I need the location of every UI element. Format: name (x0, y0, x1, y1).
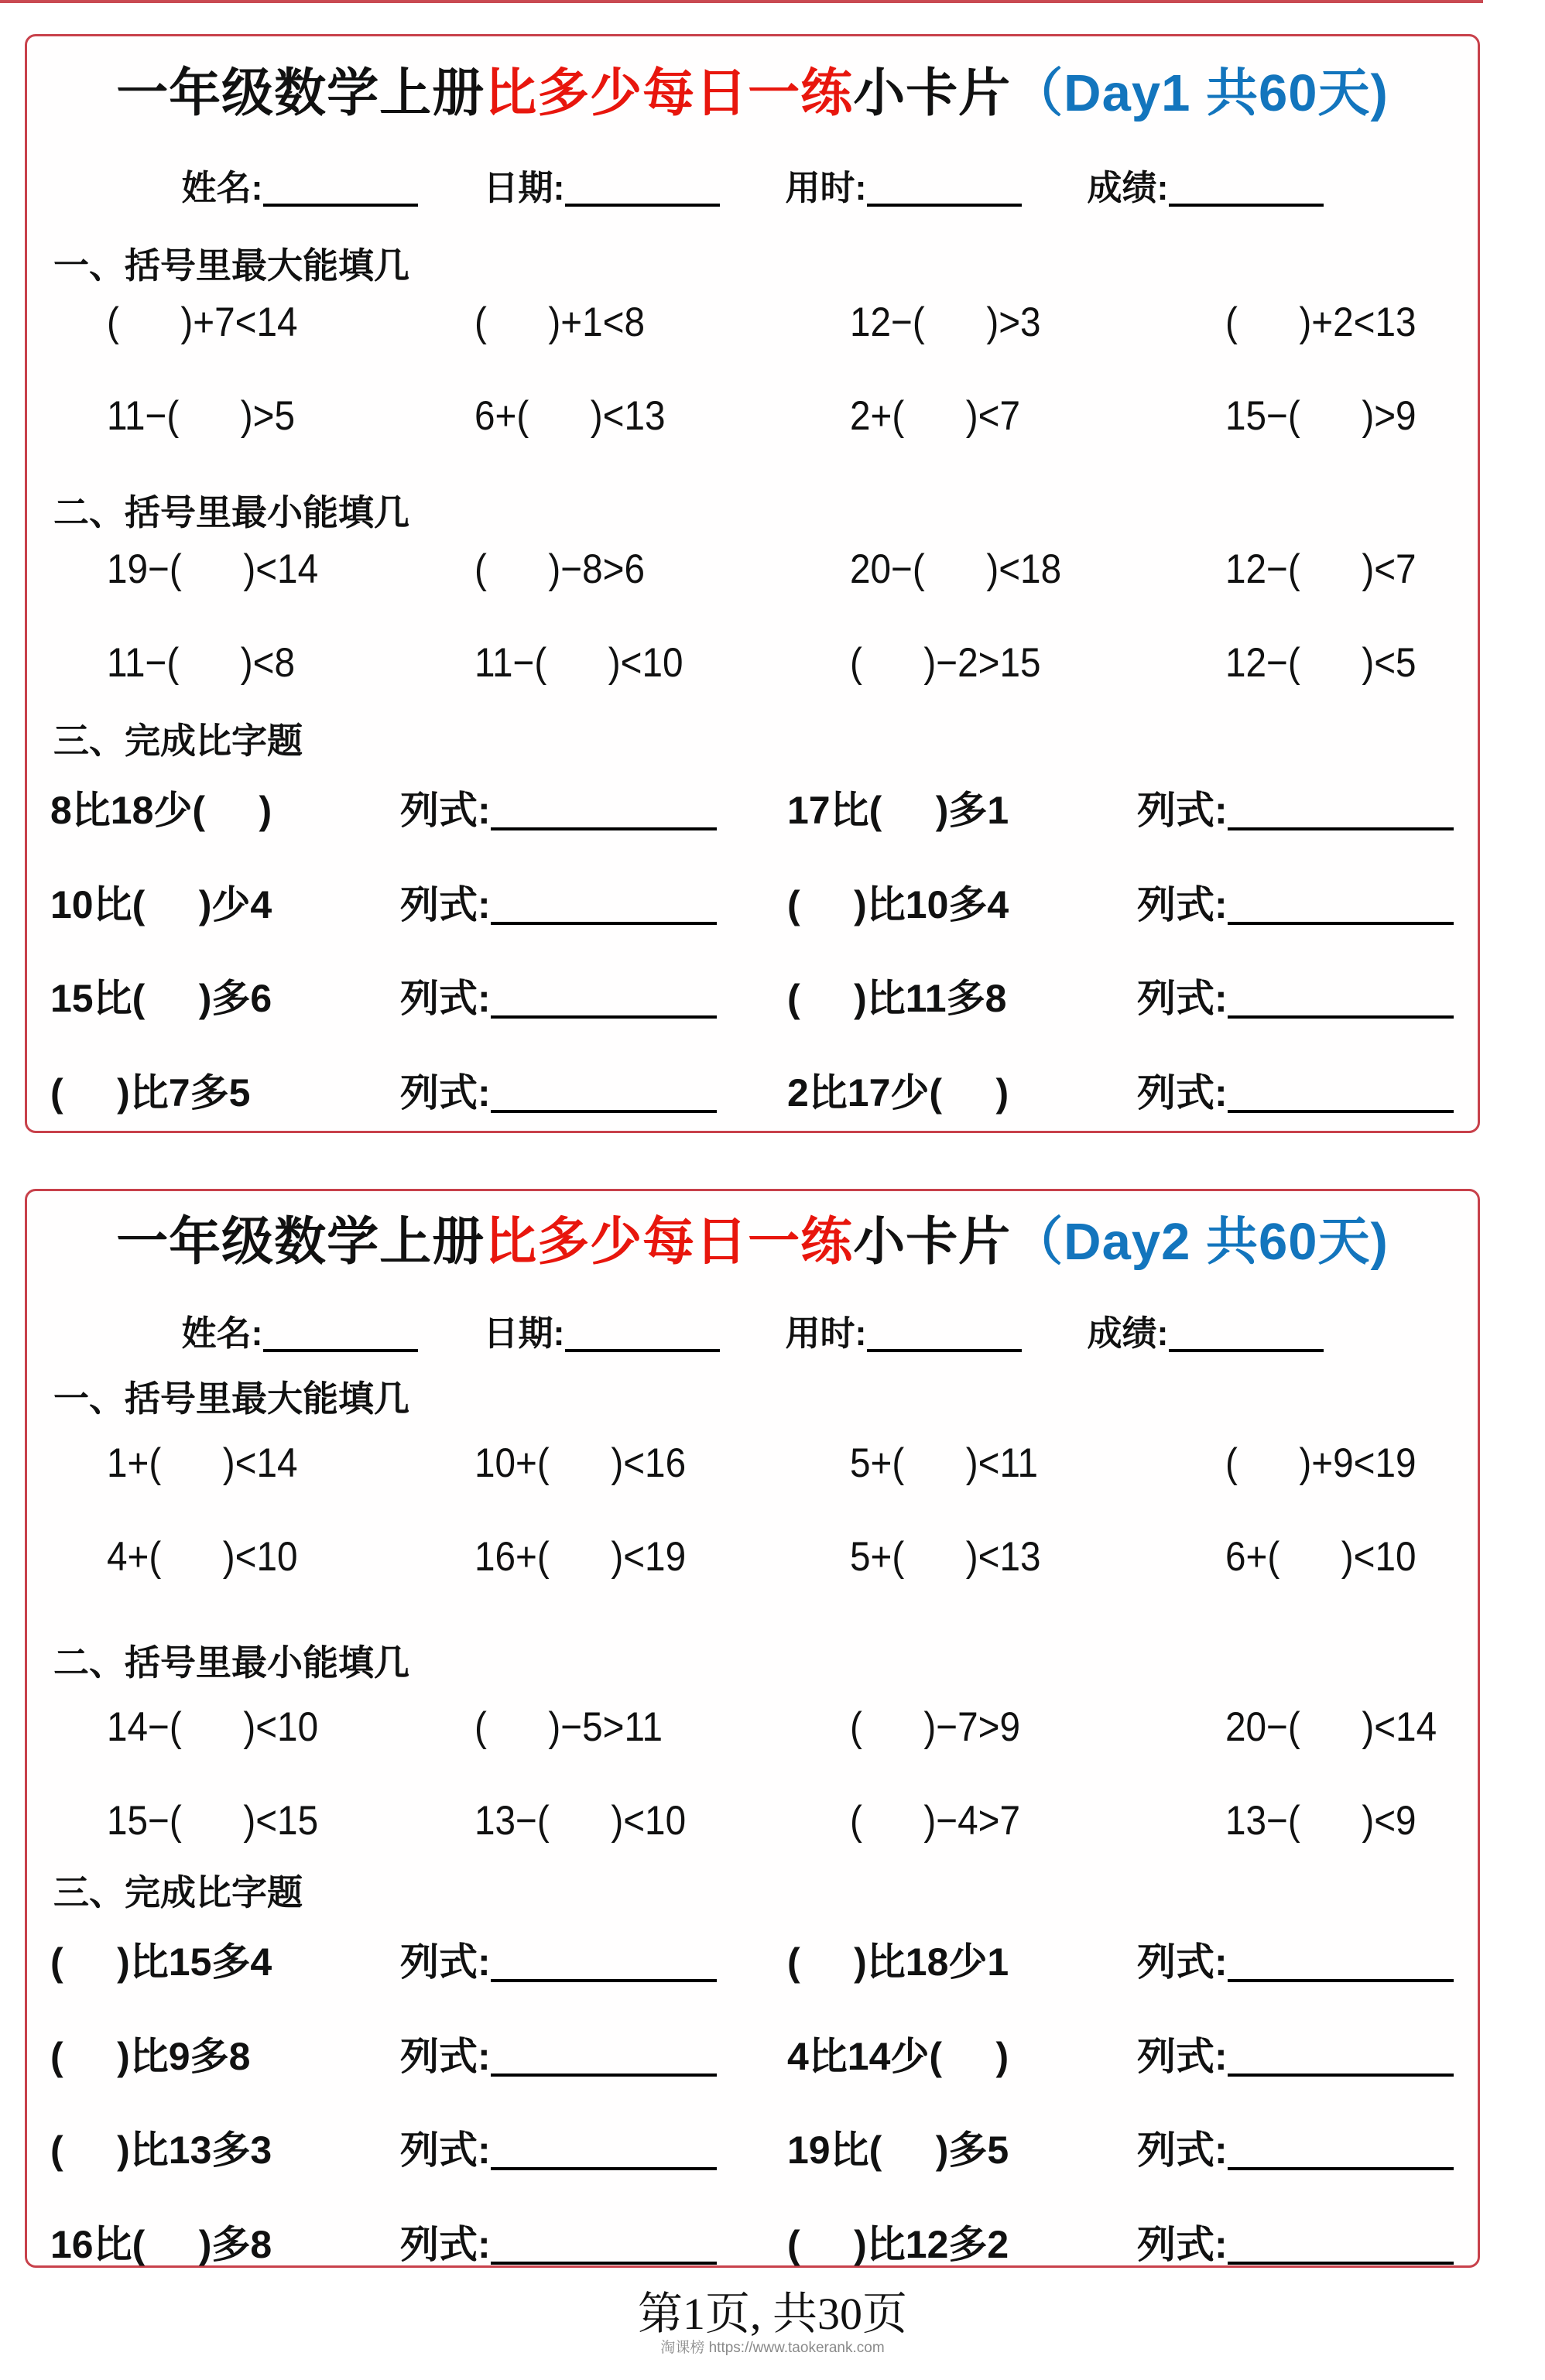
title-topic-text: 比多少每日一练 (485, 64, 854, 122)
equation-label: 列式: (400, 2222, 491, 2266)
equation-blank-line (1228, 2035, 1454, 2077)
compare-problem: ( )比18少1 (787, 1940, 1009, 1984)
equation-blank-line (491, 977, 717, 1019)
compare-row-2 (27, 879, 1478, 932)
compare-problem: ( )比10多4 (787, 882, 1009, 926)
compare-row-1 (27, 1937, 1478, 1989)
title-grade-text: 一年级数学上册 (116, 1213, 485, 1271)
compare-problem: 10比( )少4 (50, 882, 272, 926)
problem: 6+( )<13 (474, 393, 666, 440)
equation-field (400, 879, 787, 932)
equation-field (1137, 879, 1478, 932)
equation-label: 列式: (1137, 789, 1228, 833)
equation-blank-line (1228, 977, 1454, 1019)
equation-label: 列式: (1137, 2222, 1228, 2266)
problem: ( )+1<8 (474, 300, 646, 346)
section-max-heading: 一、括号里最大能填几 (53, 1378, 409, 1419)
compare-row-3 (27, 2125, 1478, 2177)
score-label: 成绩: (1087, 1313, 1169, 1354)
problem: 15−( )>9 (1225, 393, 1417, 440)
title-card-text: 小卡片 (853, 1213, 1012, 1271)
equation-label: 列式: (400, 1070, 491, 1115)
equation-blank-line (491, 2128, 717, 2170)
compare-row-4 (27, 2219, 1478, 2272)
date-label: 日期: (483, 168, 565, 208)
problem: ( )−2>15 (850, 640, 1041, 687)
problem: 13−( )<10 (474, 1798, 687, 1844)
equation-field (1137, 1937, 1478, 1989)
problem: 20−( )<14 (1225, 1704, 1437, 1751)
equation-field (1137, 2031, 1478, 2084)
duration-blank-line (867, 169, 1022, 207)
problem: 15−( )<15 (107, 1798, 319, 1844)
equation-field (1137, 2219, 1478, 2272)
compare-problem: 8比18少( ) (50, 789, 272, 833)
compare-problem: 17比( )多1 (787, 789, 1009, 833)
title-card-text: 小卡片 (853, 64, 1012, 122)
duration-label: 用时: (785, 1313, 867, 1354)
problem: 12−( )<7 (1225, 546, 1417, 593)
section-min-heading: 二、括号里最小能填几 (53, 491, 409, 533)
duration-field (786, 166, 1022, 211)
problem: ( )+7<14 (107, 300, 298, 346)
problem: 4+( )<10 (107, 1534, 298, 1580)
equation-label: 列式: (1137, 2128, 1228, 2173)
equation-field (400, 2125, 787, 2177)
compare-problem: ( )比9多8 (50, 2034, 251, 2078)
compare-problem: 4比14少( ) (787, 2034, 1009, 2078)
problem: 20−( )<18 (850, 546, 1062, 593)
equation-blank-line (491, 883, 717, 925)
problem: 11−( )>5 (107, 393, 296, 440)
equation-field (1137, 785, 1478, 837)
duration-blank-line (867, 1314, 1022, 1352)
equation-blank-line (1228, 789, 1454, 830)
equation-label: 列式: (400, 789, 491, 833)
name-blank-line (263, 169, 418, 207)
student-info-row (27, 166, 1478, 211)
problem: 12−( )>3 (850, 300, 1041, 346)
section-compare-heading: 三、完成比字题 (53, 1871, 303, 1913)
problem: 6+( )<10 (1225, 1534, 1417, 1580)
name-field (182, 1311, 418, 1357)
equation-blank-line (1228, 2128, 1454, 2170)
equation-blank-line (491, 1071, 717, 1113)
equation-blank-line (491, 789, 717, 830)
min-row-1 (27, 1702, 1478, 1753)
duration-field (786, 1311, 1022, 1357)
equation-field (400, 2219, 787, 2272)
equation-field (400, 973, 787, 1026)
problem: ( )−4>7 (850, 1798, 1021, 1844)
equation-blank-line (1228, 1940, 1454, 1982)
card-title (27, 60, 1478, 127)
title-topic-text: 比多少每日一练 (485, 1213, 854, 1271)
equation-blank-line (491, 2223, 717, 2265)
score-field (1088, 1311, 1324, 1357)
equation-blank-line (1228, 883, 1454, 925)
title-grade-text: 一年级数学上册 (116, 64, 485, 122)
problem: ( )−8>6 (474, 546, 646, 593)
min-row-1 (27, 544, 1478, 595)
compare-row-4 (27, 1067, 1478, 1120)
equation-blank-line (491, 1940, 717, 1982)
name-blank-line (263, 1314, 418, 1352)
max-row-1 (27, 1438, 1478, 1489)
problem: 1+( )<14 (107, 1440, 298, 1487)
date-blank-line (565, 169, 720, 207)
compare-row-2 (27, 2031, 1478, 2084)
equation-label: 列式: (400, 1940, 491, 1984)
equation-blank-line (491, 2035, 717, 2077)
score-blank-line (1169, 1314, 1324, 1352)
problem: 16+( )<19 (474, 1534, 687, 1580)
compare-problem: ( )比12多2 (787, 2222, 1009, 2266)
score-field (1088, 166, 1324, 211)
equation-field (400, 1937, 787, 1989)
section-min-heading: 二、括号里最小能填几 (53, 1642, 409, 1683)
max-row-1 (27, 297, 1478, 348)
equation-field (400, 2031, 787, 2084)
compare-problem: ( )比7多5 (50, 1070, 251, 1115)
score-blank-line (1169, 169, 1324, 207)
page-top-rule (0, 0, 1483, 3)
min-row-2 (27, 1796, 1478, 1847)
compare-problem: 19比( )多5 (787, 2128, 1009, 2173)
equation-label: 列式: (1137, 882, 1228, 926)
page-number: 第1页, 共30页 (637, 2289, 907, 2339)
compare-problem: ( )比11多8 (787, 977, 1007, 1021)
equation-field (400, 1067, 787, 1120)
compare-problem: 16比( )多8 (50, 2222, 272, 2266)
problem: 11−( )<10 (474, 640, 683, 687)
equation-label: 列式: (400, 977, 491, 1021)
compare-problem: 15比( )多6 (50, 977, 272, 1021)
problem: ( )−7>9 (850, 1704, 1021, 1751)
equation-field (400, 785, 787, 837)
compare-row-1 (27, 785, 1478, 837)
problem: 11−( )<8 (107, 640, 296, 687)
problem: 10+( )<16 (474, 1440, 687, 1487)
equation-label: 列式: (1137, 1070, 1228, 1115)
problem: 13−( )<9 (1225, 1798, 1417, 1844)
date-blank-line (565, 1314, 720, 1352)
equation-label: 列式: (1137, 977, 1228, 1021)
equation-blank-line (1228, 2223, 1454, 2265)
compare-problem: 2比17少( ) (787, 1070, 1009, 1115)
equation-label: 列式: (400, 882, 491, 926)
date-field (484, 166, 720, 211)
equation-field (1137, 1067, 1478, 1120)
problem: 2+( )<7 (850, 393, 1021, 440)
problem: ( )+2<13 (1225, 300, 1417, 346)
equation-field (1137, 2125, 1478, 2177)
title-day-count-text: （Day2 共60天) (1011, 1213, 1389, 1271)
problem: 19−( )<14 (107, 546, 319, 593)
name-field (182, 166, 418, 211)
equation-label: 列式: (400, 2034, 491, 2078)
student-info-row (27, 1311, 1478, 1357)
compare-problem: ( )比15多4 (50, 1940, 272, 1984)
problem: ( )−5>11 (474, 1704, 663, 1751)
section-max-heading: 一、括号里最大能填几 (53, 245, 409, 286)
watermark-text: 淘课榜 https://www.taokerank.com (660, 2340, 885, 2356)
compare-row-3 (27, 973, 1478, 1026)
max-row-2 (27, 1532, 1478, 1583)
equation-blank-line (1228, 1071, 1454, 1113)
problem: 5+( )<11 (850, 1440, 1039, 1487)
score-label: 成绩: (1087, 168, 1169, 208)
section-compare-heading: 三、完成比字题 (53, 720, 303, 761)
equation-label: 列式: (400, 2128, 491, 2173)
problem: 12−( )<5 (1225, 640, 1417, 687)
compare-problem: ( )比13多3 (50, 2128, 272, 2173)
card-title (27, 1208, 1478, 1276)
date-field (484, 1311, 720, 1357)
problem: 14−( )<10 (107, 1704, 319, 1751)
equation-field (1137, 973, 1478, 1026)
problem: 5+( )<13 (850, 1534, 1041, 1580)
equation-label: 列式: (1137, 1940, 1228, 1984)
min-row-2 (27, 638, 1478, 689)
date-label: 日期: (483, 1313, 565, 1354)
problem: ( )+9<19 (1225, 1440, 1417, 1487)
name-label: 姓名: (181, 1313, 263, 1354)
duration-label: 用时: (785, 168, 867, 208)
name-label: 姓名: (181, 168, 263, 208)
worksheet-card-day1 (25, 34, 1480, 1133)
worksheet-card-day2 (25, 1189, 1480, 2268)
max-row-2 (27, 391, 1478, 442)
equation-label: 列式: (1137, 2034, 1228, 2078)
title-day-count-text: （Day1 共60天) (1011, 64, 1389, 122)
